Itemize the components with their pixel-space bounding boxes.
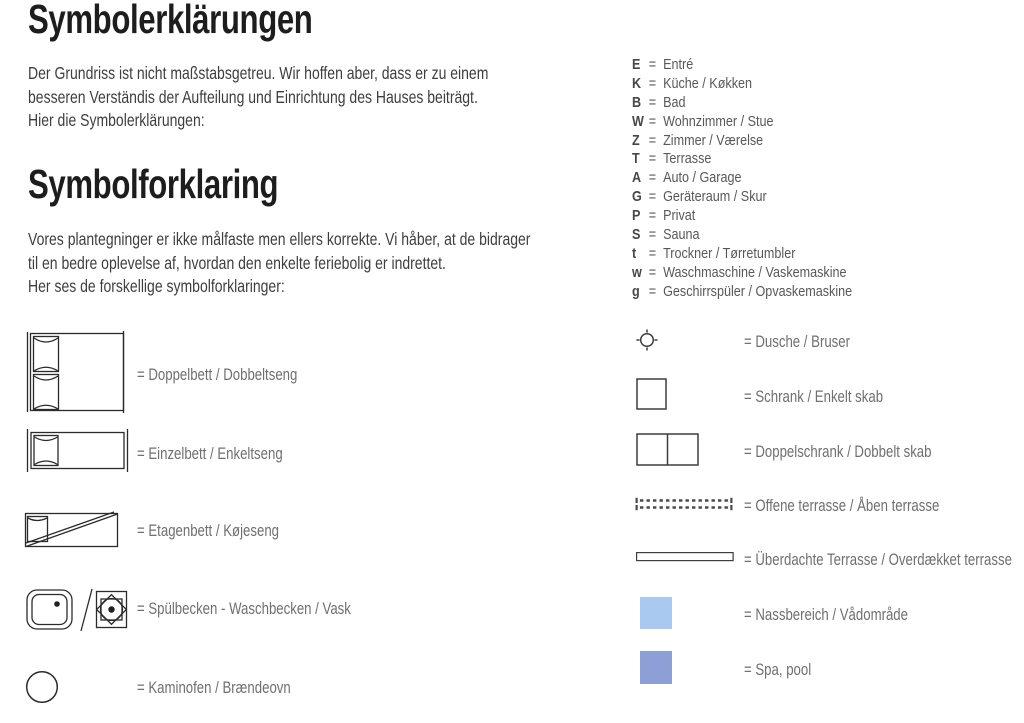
legend-label: Entré [663,55,694,73]
legend-label: Auto / Garage [663,169,742,187]
legend-letter: B [632,93,642,111]
equals-sign: = [648,263,657,281]
legend-label: Trockner / Tørretumbler [663,244,796,262]
double-bed-icon [26,331,128,413]
wet-area-swatch [640,597,672,629]
symbol-label-covered-terrace: = Überdachte Terrasse / Overdækket terrasse [744,551,1012,569]
symbol-label-open-terrace: = Offene terrasse / Åben terrasse [744,497,940,515]
legend-label: Terrasse [663,150,712,168]
legend-row [632,206,852,225]
legend-row [632,112,852,131]
symbol-label-wood-stove: = Kaminofen / Brændeovn [137,679,291,697]
equals-sign: = [648,74,657,92]
equals-sign: = [648,207,657,225]
legend-letter: W [632,112,644,130]
equals-sign: = [648,131,657,149]
page-title-danish: Symbolforklaring [28,161,279,207]
sink-washbasin-icon [26,586,128,634]
legend-row [632,149,852,168]
intro-paragraph-german [28,62,488,133]
equals-sign: = [648,150,657,168]
symbol-label-double-cabinet: = Doppelschrank / Dobbelt skab [744,443,932,461]
room-letter-legend [632,55,852,301]
wood-stove-icon [25,670,59,704]
legend-letter: G [632,188,642,206]
legend-letter: P [632,207,641,225]
legend-row [632,168,852,187]
symbol-label-shower: = Dusche / Bruser [744,333,851,351]
legend-label: Bad [663,93,686,111]
legend-row [632,93,852,112]
symbol-label-double-bed: = Doppelbett / Dobbeltseng [137,366,298,384]
legend-letter: T [632,150,640,168]
symbol-label-spa-pool: = Spa, pool [744,661,812,679]
symbol-label-single-cabinet: = Schrank / Enkelt skab [744,388,884,406]
legend-row [632,55,852,74]
legend-label: Küche / Køkken [663,74,753,92]
legend-letter: A [632,169,642,187]
intro-de-line: besseren Verständis der Aufteilung und Einrichtung des Hauses beiträgt. [28,86,478,107]
intro-de-line: Der Grundriss ist nicht maßstabsgetreu. Wir hoffen aber, dass er zu einem [28,63,489,83]
equals-sign: = [648,244,657,262]
legend-label: Geschirrspüler / Opvaskemaskine [663,282,853,300]
shower-drain-icon [636,329,658,351]
intro-da-line: Vores plantegninger er ikke målfaste men ellers korrekte. Vi håber, at de bidrager [28,229,531,249]
legend-row [632,282,852,301]
equals-sign: = [648,282,657,300]
intro-paragraph-danish [28,228,530,299]
equals-sign: = [648,55,657,73]
legend-label: Sauna [663,225,700,243]
legend-label: Privat [663,207,696,225]
legend-letter: t [632,244,637,262]
equals-sign: = [648,169,657,187]
legend-row [632,263,852,282]
legend-label: Waschmaschine / Vaskemaskine [663,263,847,281]
legend-letter: Z [632,131,640,149]
legend-label: Zimmer / Værelse [663,131,764,149]
legend-row [632,187,852,206]
equals-sign: = [648,188,657,206]
legend-letter: w [632,263,642,281]
double-cabinet-icon [636,433,700,467]
legend-letter: K [632,74,642,92]
legend-row [632,131,852,150]
equals-sign: = [648,112,657,130]
single-bed-icon [26,429,130,473]
open-terrace-icon [635,497,733,511]
spa-pool-swatch [640,651,672,684]
legend-letter: S [632,225,641,243]
legend-row [632,244,852,263]
legend-letter: E [632,55,641,73]
intro-de-line: Hier die Symbolerklärungen: [28,110,205,130]
equals-sign: = [648,93,657,111]
covered-terrace-icon [636,552,734,562]
symbol-label-bunk-bed: = Etagenbett / Køjeseng [137,522,279,540]
intro-da-line: til en bedre oplevelse af, hvordan den enkelte feriebolig er indrettet. [28,252,446,273]
symbol-label-sink: = Spülbecken - Waschbecken / Vask [137,600,351,618]
intro-da-line: Her ses de forskellige symbolforklaringer: [28,276,285,296]
single-cabinet-icon [636,378,668,411]
bunk-bed-icon [24,511,120,549]
legend-label: Geräteraum / Skur [663,188,767,206]
page-title-german: Symbolerklärungen [28,0,313,42]
legend-row [632,74,852,93]
legend-row [632,225,852,244]
symbol-label-single-bed: = Einzelbett / Enkeltseng [137,445,283,463]
symbol-label-wet-area: = Nassbereich / Vådområde [744,606,908,624]
legend-label: Wohnzimmer / Stue [663,112,774,130]
equals-sign: = [648,225,657,243]
legend-letter: g [632,282,640,300]
